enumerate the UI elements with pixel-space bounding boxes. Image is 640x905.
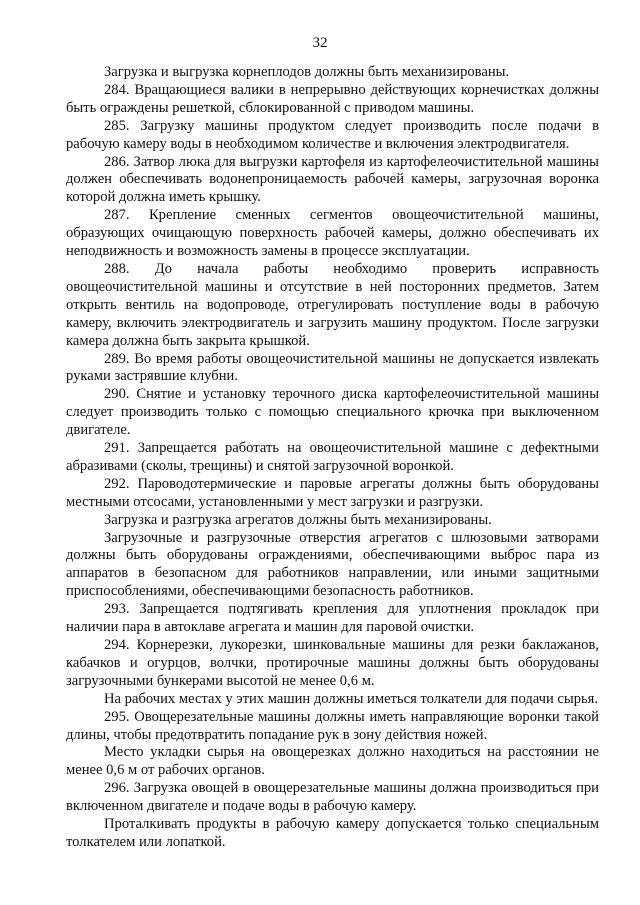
paragraph-285: 285. Загрузку машины продуктом следует производить после подачи в рабочую камеру воды в необходимом количестве и включения электродвигателя. (66, 117, 599, 152)
paragraph-295: 295. Овощерезательные машины должны иметь направляющие воронки такой длины, чтобы предотвратить попадание рук в зону действия ножей. (66, 708, 599, 743)
paragraph-292-loading: Загрузка и разгрузка агрегатов должны быть механизированы. (104, 511, 492, 528)
paragraph-296-pushing: Проталкивать продукты в рабочую камеру допускается только специальным толкателем или лопаткой. (66, 816, 599, 850)
paragraph-293: 293. Запрещается подтягивать крепления для уплотнения прокладок при наличии пара в автоклаве агрегата и машин для паровой очистки. (66, 601, 599, 636)
paragraph-291: 291. Запрещается работать на овощеочистительной машине с дефектными абразивами (сколы, трещины) и снятой загрузочной воронкой. (66, 440, 599, 474)
page-number: 32 (312, 35, 328, 51)
paragraph-284: 284. Вращающиеся валики в непрерывно действующих корнечистках должны быть ограждены решеткой, сблокированной с приводом машины. (66, 81, 599, 116)
paragraph-290: 290. Снятие и установку терочного диска картофелеочистительной машины следует производить только с помощью специального крючка при выключенном двигателе. (66, 386, 599, 439)
paragraph-286: 286. Затвор люка для выгрузки картофеля из картофелеочистительной машины должен обеспечивать водонепроницаемость рабочей камеры, загрузочная воронка которой должна иметь крышку. (66, 153, 599, 206)
paragraph-296: 296. Загрузка овощей в овощерезательные машины должна производиться при включенном двигателе и подаче воды в рабочую камеру. (66, 780, 599, 815)
paragraph-288: 288. До начала работы необходимо проверить исправность овощеочистительной машины и отсутствие в ней посторонних предметов. Затем открыть вентиль на водопроводе, отрегулировать поступление воды в рабочую камеру, включить электродвигатель и загрузить машину продуктом. После загрузки камера должна быть закрыта крышкой. (66, 260, 599, 349)
paragraph-294: 294. Корнерезки, лукорезки, шинковальные машины для резки баклажанов, кабачков и огурцов, волчки, протирочные машины должны быть оборудованы загрузочными бункерами высотой не менее 0,6 м. (66, 637, 599, 689)
paragraph-loading-root-crops: Загрузка и выгрузка корнеплодов должны быть механизированы. (104, 64, 510, 80)
paragraph-292-openings: Загрузочные и разгрузочные отверстия агрегатов с шлюзовыми затворами должны быть оборудованы ограждениями, обеспечивающими выброс пара из аппаратов в безопасном для работников направлении, или иными защитными приспособлениями, обеспечивающими безопасность работников. (66, 529, 599, 600)
paragraph-287: 287. Крепление сменных сегментов овощеочистительной машины, образующих очищающую поверхность рабочей камеры, должно обеспечивать их неподвижность и возможность замены в процессе эксплуатации. (66, 207, 599, 260)
paragraph-289: 289. Во время работы овощеочистительной машины не допускается извлекать руками застрявшие клубни. (66, 350, 599, 385)
paragraph-295-distance: Место укладки сырья на овощерезках должно находиться на расстоянии не менее 0,6 м от рабочих органов. (66, 744, 599, 779)
paragraph-292: 292. Пароводотермические и паровые агрегаты должны быть оборудованы местными отсосами, установленными у мест загрузки и разгрузки. (66, 475, 599, 510)
document-body (66, 64, 599, 852)
paragraph-294-pushers: На рабочих местах у этих машин должны иметься толкатели для подачи сырья. (104, 690, 599, 707)
